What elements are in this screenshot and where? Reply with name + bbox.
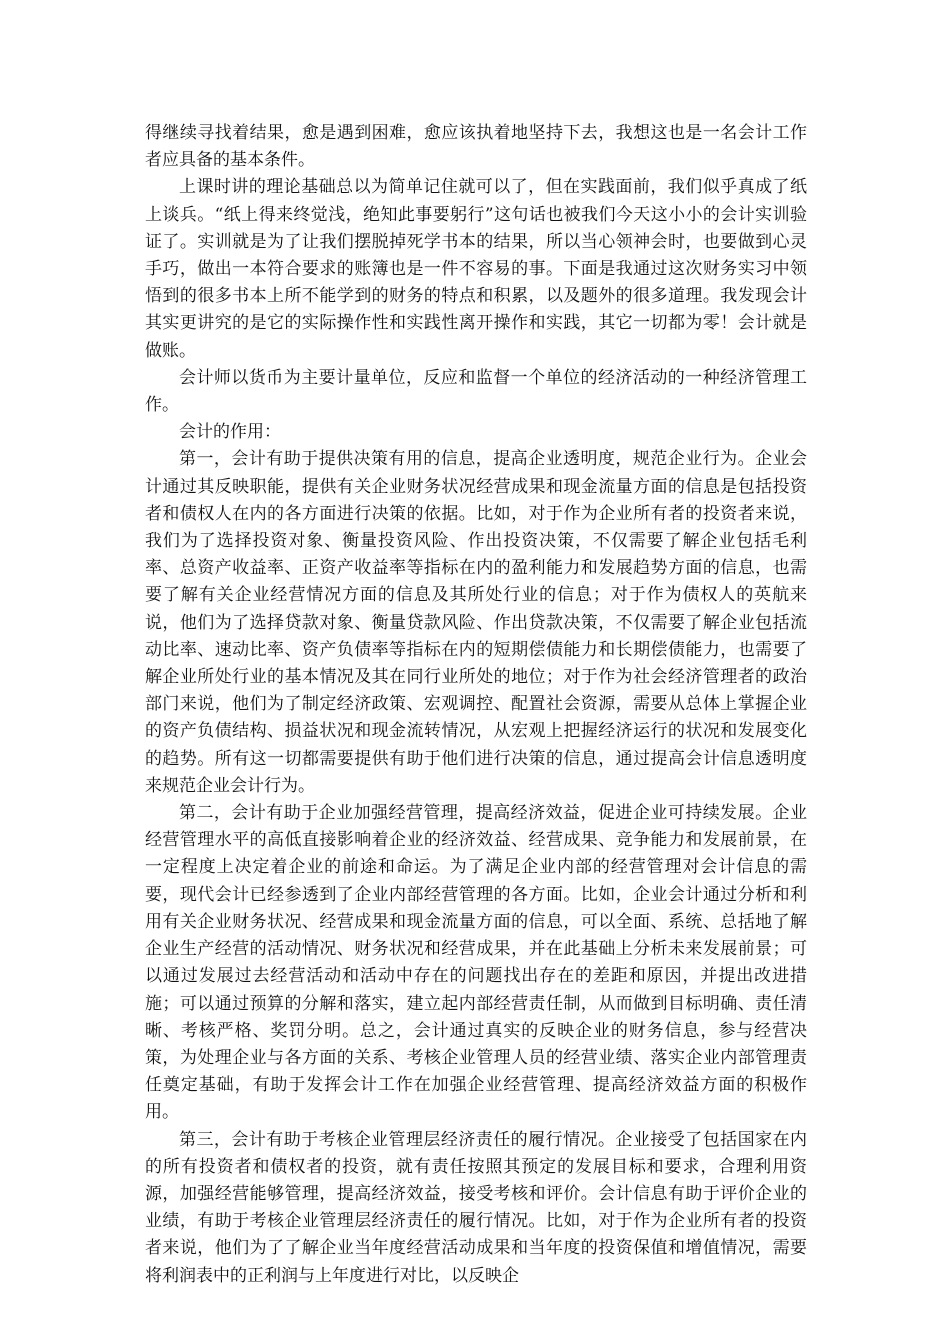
paragraph-continuation: 得继续寻找着结果，愈是遇到困难，愈应该执着地坚持下去，我想这也是一名会计工作者应具备的基本条件。 [145, 123, 807, 171]
paragraph-role-first: 第一，会计有助于提供决策有用的信息，提高企业透明度，规范企业行为。企业会计通过其反映职能，提供有关企业财务状况经营成果和现金流量方面的信息是包括投资者和债权人在内的各方面进行决策的依据。比如，对于作为企业所有者的投资者来说，我们为了选择投资对象、衡量投资风险、作出投资决策，不仅需要了解企业包括毛利率、总资产收益率、正资产收益率等指标在内的盈利能力和发展趋势方面的信息，也需要了解有关企业经营情况方面的信息及其所处行业的信息；对于作为债权人的英航来说，他们为了选择贷款对象、衡量贷款风险、作出贷款决策，不仅需要了解企业包括流动比率、速动比率、资产负债率等指标在内的短期偿债能力和长期偿债能力，也需要了解企业所处行业的基本情况及其在同行业所处的地位；对于作为社会经济管理者的政治部门来说，他们为了制定经济政策、宏观调控、配置社会资源，需要从总体上掌握企业的资产负债结构、损益状况和现金流转情况，从宏观上把握经济运行的状况和发展变化的趋势。所有这一切都需要提供有助于他们进行决策的信息，通过提高会计信息透明度来规范企业会计行为。 [145, 449, 807, 796]
paragraph-accounting-definition: 会计师以货币为主要计量单位，反应和监督一个单位的经济活动的一种经济管理工作。 [145, 367, 807, 416]
paragraph-role-second: 第二，会计有助于企业加强经营管理，提高经济效益，促进企业可持续发展。企业经营管理水平的高低直接影响着企业的经济效益、经营成果、竞争能力和发展前景，在一定程度上决定着企业的前途和命运。为了满足企业内部的经营管理对会计信息的需要，现代会计已经参透到了企业内部经营管理的各方面。比如，企业会计通过分析和利用有关企业财务状况、经营成果和现金流量方面的信息，可以全面、系统、总括地了解企业生产经营的活动情况、财务状况和经营成果，并在此基础上分析未来发展前景；可以通过发展过去经营活动和活动中存在的问题找出存在的差距和原因，并提出改进措施；可以通过预算的分解和落实，建立起内部经营责任制，从而做到目标明确、责任清晰、考核严格、奖罚分明。总之，会计通过真实的反映企业的财务信息，参与经营决策，为处理企业与各方面的关系、考核企业管理人员的经营业绩、落实企业内部管理责任奠定基础，有助于发挥会计工作在加强企业经营管理、提高经济效益方面的积极作用。 [145, 803, 807, 1123]
paragraph-practice-reflection: 上课时讲的理论基础总以为简单记住就可以了，但在实践面前，我们似乎真成了纸上谈兵。“纸上得来终觉浅，绝知此事要躬行”这句话也被我们今天这小小的会计实训验证了。实训就是为了让我们摆脱掉死学书本的结果，所以当心领神会时，也要做到心灵手巧，做出一本符合要求的账簿也是一件不容易的事。下面是我通过这次财务实习中领悟到的很多书本上所不能学到的财务的特点和积累，以及题外的很多道理。我发现会计其实更讲究的是它的实际操作性和实践性离开操作和实践，其它一切都为零！会计就是做账。 [145, 177, 807, 361]
paragraph-role-heading: 会计的作用： [179, 422, 281, 443]
paragraph-role-third: 第三，会计有助于考核企业管理层经济责任的履行情况。企业接受了包括国家在内的所有投资者和债权者的投资，就有责任按照其预定的发展目标和要求，合理利用资源，加强经营能够管理，提高经济效益，接受考核和评价。会计信息有助于评价企业的业绩，有助于考核企业管理层经济责任的履行情况。比如，对于作为企业所有者的投资者来说，他们为了了解企业当年度经营活动成果和当年度的投资保值和增值情况，需要将利润表中的正利润与上年度进行对比，以反映企 [145, 1129, 807, 1286]
document-body [145, 120, 807, 1290]
